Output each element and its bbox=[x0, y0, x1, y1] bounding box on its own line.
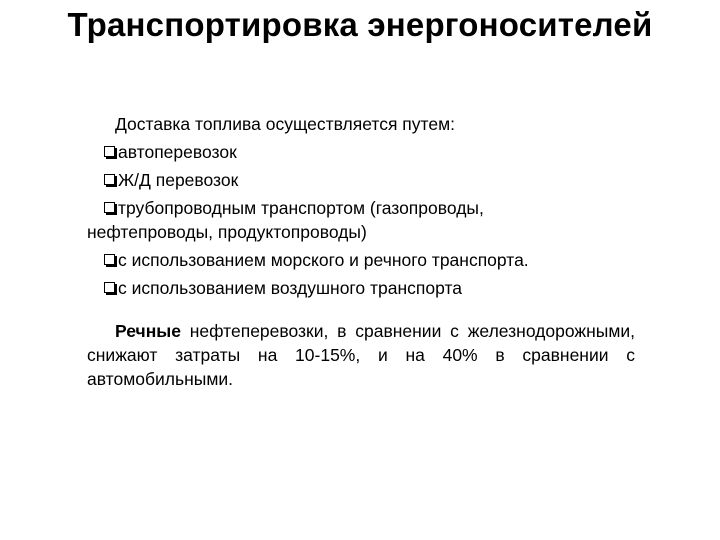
list-item bbox=[87, 196, 635, 244]
checkbox-bullet-icon bbox=[104, 282, 115, 293]
note-paragraph bbox=[87, 319, 635, 391]
note-bold-word: Речные bbox=[115, 321, 181, 341]
note-text: нефтеперевозки, в сравнении с железнодорожными, снижают затраты на 10-15%, и на 40% в сравнении с автомобильными. bbox=[87, 321, 635, 389]
intro-text: Доставка топлива осуществляется путем: bbox=[115, 114, 455, 134]
checkbox-bullet-icon bbox=[104, 146, 115, 157]
checkbox-bullet-icon bbox=[104, 254, 115, 265]
bullet-text: с использованием морского и речного транспорта. bbox=[118, 250, 529, 270]
slide-body bbox=[87, 112, 635, 409]
list-item bbox=[87, 248, 635, 272]
bullet-text: трубопроводным транспортом (газопроводы, bbox=[118, 198, 484, 218]
checkbox-bullet-icon bbox=[104, 174, 115, 185]
bullet-text-continuation: нефтепроводы, продуктопроводы) bbox=[87, 222, 367, 242]
bullet-list bbox=[87, 140, 635, 300]
list-item bbox=[87, 168, 635, 192]
bullet-text: с использованием воздушного транспорта bbox=[118, 278, 463, 298]
slide-title: Транспортировка энергоносителей bbox=[67, 6, 653, 43]
bullet-text: Ж/Д перевозок bbox=[118, 170, 239, 190]
bullet-text: автоперевозок bbox=[118, 142, 237, 162]
checkbox-bullet-icon bbox=[104, 202, 115, 213]
list-item bbox=[87, 140, 635, 164]
list-item bbox=[87, 276, 635, 300]
